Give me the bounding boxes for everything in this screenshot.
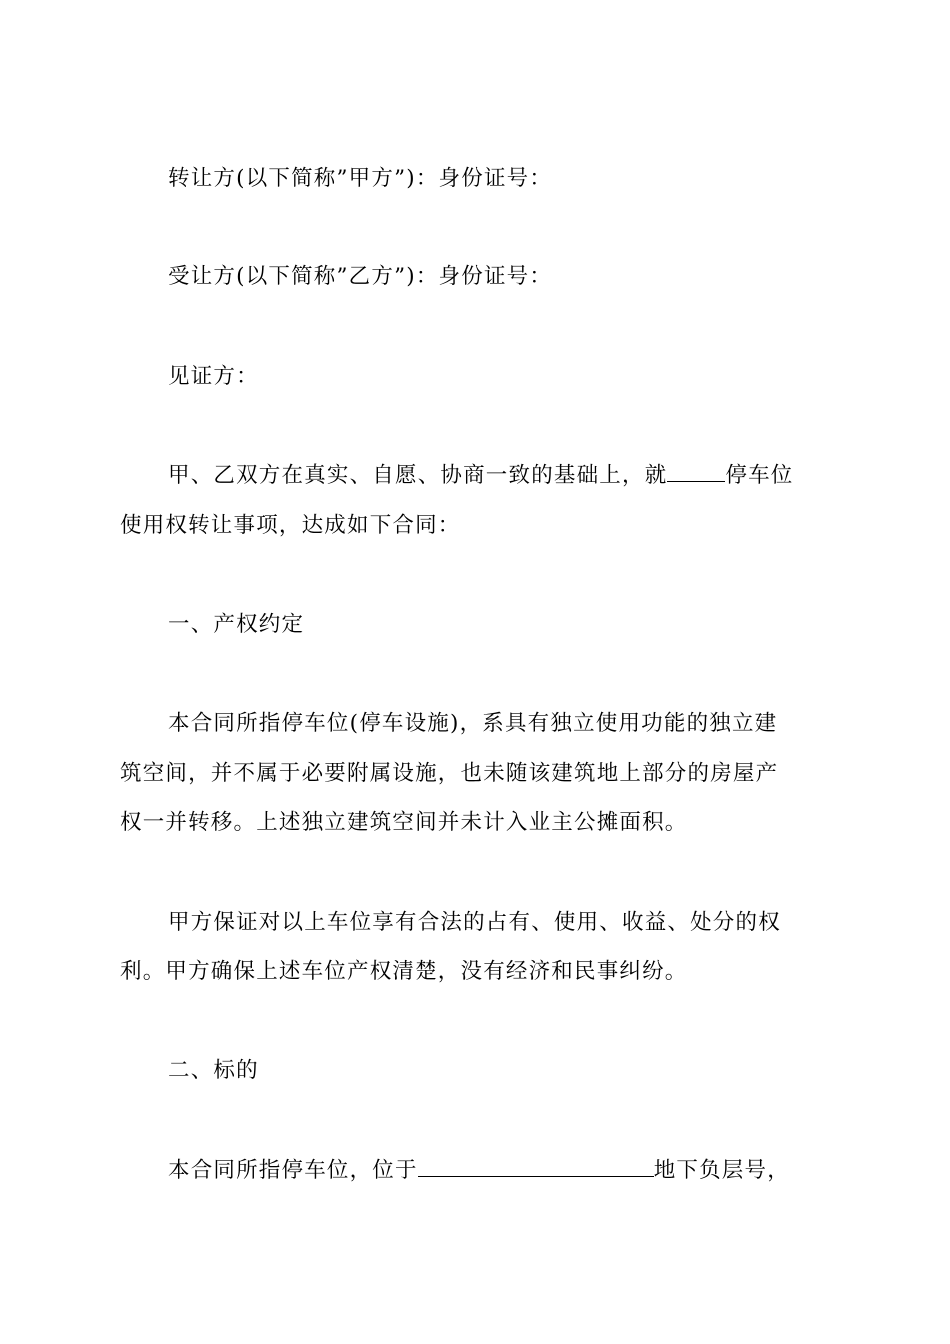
parking-address-blank [418,1158,654,1177]
witness-line: 见证方： [168,364,259,389]
section-2-heading: 二、标的 [168,1058,259,1083]
location-text-after-blank: 地下负层号， [653,1158,790,1183]
section-2-para-1-line-1 [168,1156,840,1186]
section-1-para-1-line-3: 权一并转移。上述独立建筑空间并未计入业主公摊面积。 [120,810,688,835]
location-text-before-blank: 本合同所指停车位，位于 [168,1158,418,1183]
transferee-line: 受让方(以下简称”乙方”)：身份证号： [168,264,553,289]
intro-text-before-blank: 甲、乙双方在真实、自愿、协商一致的基础上，就 [168,463,668,488]
intro-text-after-blank: 停车位 [725,463,794,488]
transferor-line: 转让方(以下简称”甲方”)：身份证号： [168,166,553,191]
intro-line-2: 使用权转让事项，达成如下合同： [120,513,461,538]
section-1-para-2-line-2: 利。甲方确保上述车位产权清楚，没有经济和民事纠纷。 [120,959,688,984]
section-1-heading: 一、产权约定 [168,612,305,637]
section-1-para-1-line-1: 本合同所指停车位(停车设施)，系具有独立使用功能的独立建 [168,711,778,736]
parking-location-blank [667,463,725,482]
intro-line-1 [168,461,840,491]
section-1-para-1-line-2: 筑空间，并不属于必要附属设施，也未随该建筑地上部分的房屋产 [120,761,779,786]
section-1-para-2-line-1: 甲方保证对以上车位享有合法的占有、使用、收益、处分的权 [168,910,781,935]
